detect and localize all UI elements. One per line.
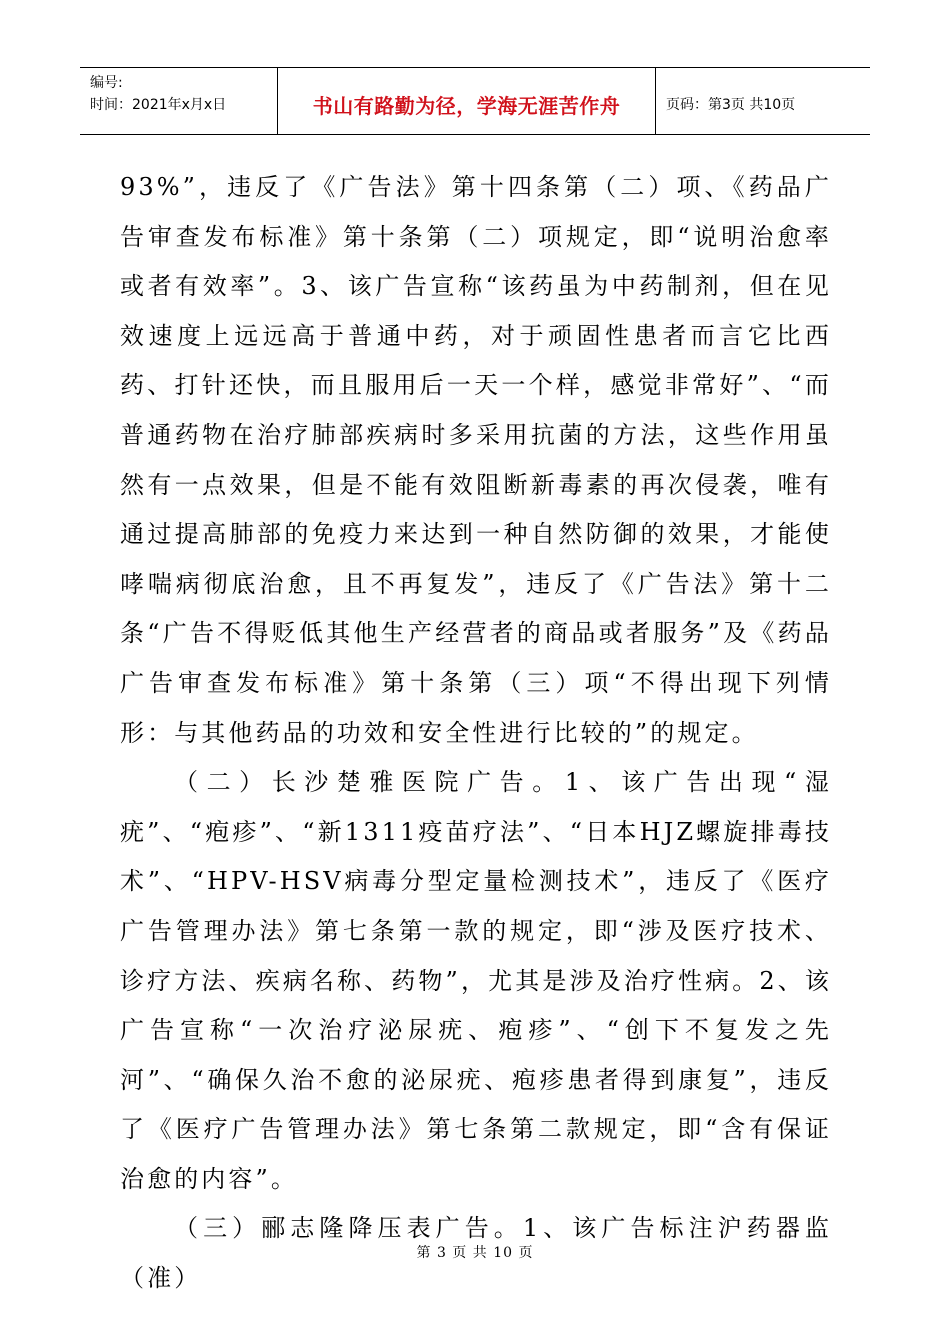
header-motto: 书山有路勤为径，学海无涯苦作舟 <box>278 68 656 134</box>
header-meta <box>80 68 278 134</box>
page-footer: 第 3 页 共 10 页 <box>416 1245 534 1261</box>
document-body <box>120 163 832 1304</box>
page-header <box>80 67 870 135</box>
document-time-label: 时间：2021年x月x日 <box>90 97 227 113</box>
paragraph-3: （三）郦志隆降压表广告。1、该广告标注沪药器监（准） <box>120 1214 832 1293</box>
document-number-label: 编号: <box>90 75 123 91</box>
paragraph-2: （二）长沙楚雅医院广告。1、该广告出现“湿疣”、“疱疹”、“新1311疫苗疗法”、“日本HJZ螺旋排毒技术”、“HPV-HSV病毒分型定量检测技术”，违反了《医疗广告管理办法》第七条第一款的规定，即“涉及医疗技术、诊疗方法、疾病名称、药物”，尤其是涉及治疗性病。2、该广告宣称“一次治疗泌尿疣、疱疹”、“创下不复发之先河”、“确保久治不愈的泌尿疣、疱疹患者得到康复”，违反了《医疗广告管理办法》第七条第二款规定，即“含有保证治愈的内容”。 <box>120 768 832 1193</box>
paragraph-1: 93%”，违反了《广告法》第十四条第（二）项、《药品广告审查发布标准》第十条第（二）项规定，即“说明治愈率或者有效率”。3、该广告宣称“该药虽为中药制剂，但在见效速度上远远高于普通中药，对于顽固性患者而言它比西药、打针还快，而且服用后一天一个样，感觉非常好”、“而普通药物在治疗肺部疾病时多采用抗菌的方法，这些作用虽然有一点效果，但是不能有效阻断新毒素的再次侵袭，唯有通过提高肺部的免疫力来达到一种自然防御的效果，才能使哮喘病彻底治愈，且不再复发”，违反了《广告法》第十二条“广告不得贬低其他生产经营者的商品或者服务”及《药品广告审查发布标准》第十条第（三）项“不得出现下列情形：与其他药品的功效和安全性进行比较的”的规定。 <box>120 173 832 747</box>
header-page-info: 页码：第3页 共10页 <box>666 97 796 113</box>
